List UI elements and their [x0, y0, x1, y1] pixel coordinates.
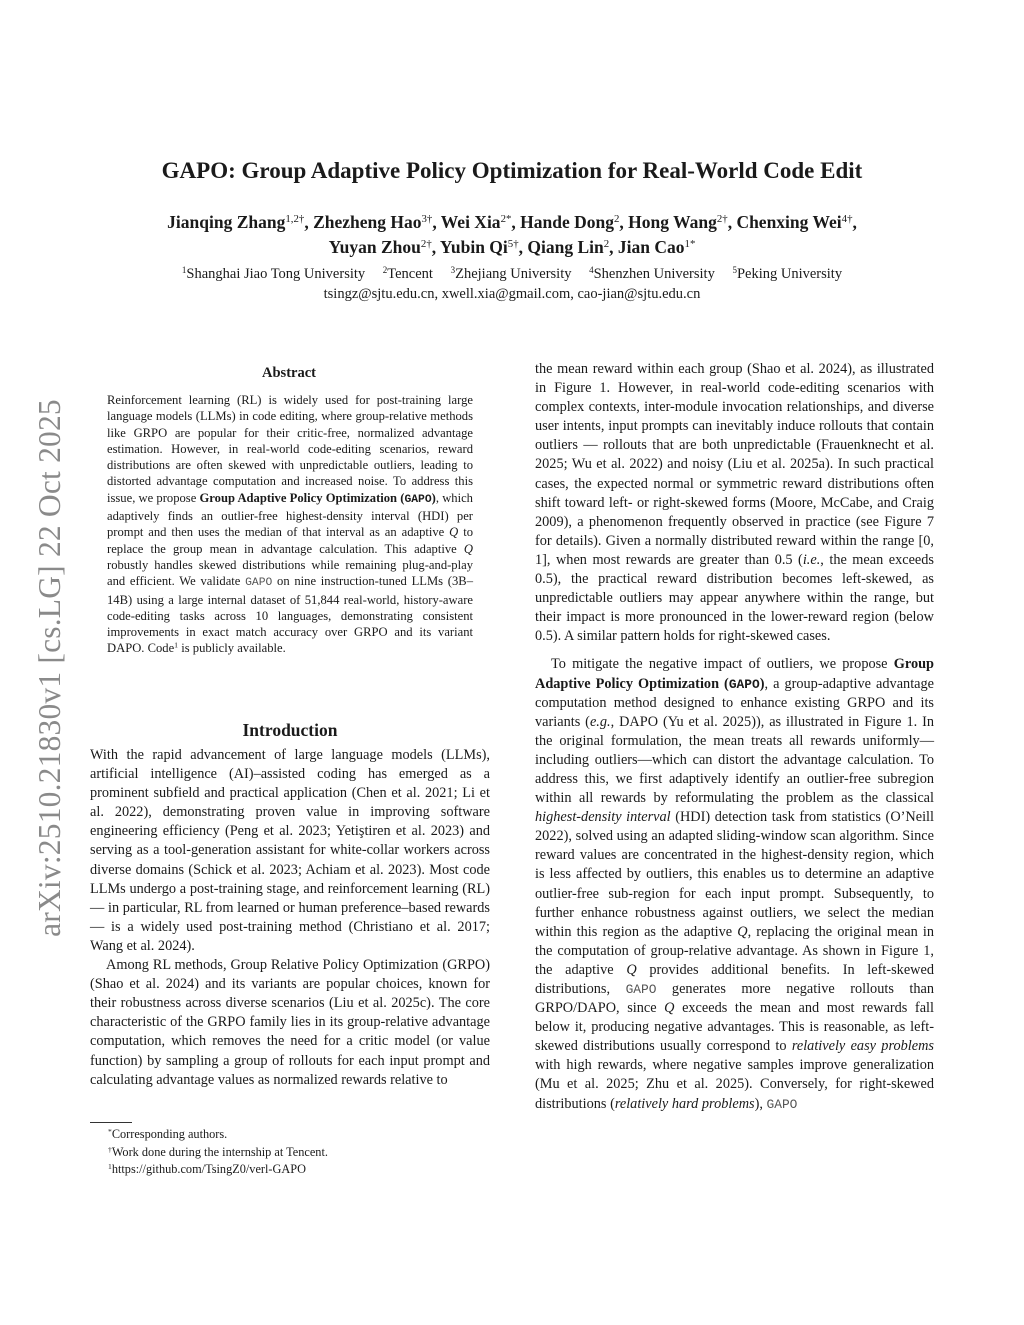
author: Qiang Lin$^2$, [527, 237, 618, 257]
paper-title: GAPO: Group Adaptive Policy Optimization for Real-World Code Edit [161, 158, 863, 183]
abstract-body [107, 392, 473, 657]
author: Jian Cao$^{1*}$ [617, 237, 696, 257]
author-list [100, 210, 924, 260]
footnote: *Corresponding authors. [108, 1126, 228, 1141]
affiliation: $^2$Tencent [382, 265, 433, 282]
affiliation: $^5$Peking University [732, 265, 843, 282]
introduction-heading: Introduction [242, 720, 338, 740]
arxiv-side-identifier [20, 375, 80, 960]
left-column-body [90, 746, 490, 1090]
author: Yubin $Qi^{5\dagger}$, [439, 237, 528, 257]
affiliation-line [100, 264, 924, 284]
author-emails: tsingz@sjtu.edu.cn, xwell.xia@gmail.com, cao-jian@sjtu.edu.cn [323, 286, 701, 302]
footnotes [108, 1126, 488, 1179]
author: Hande Dong$^2$, [520, 212, 629, 232]
author: Chenxing Wei$^{4\dagger}$, [736, 212, 857, 232]
right-paragraph-2: To mitigate the negative impact of outliers, we propose Group Adaptive Policy Optimization (GAPO), a group-adaptive advantage computation method designed to enhance existing GRPO and its variants (e.g., DAPO (Yu et al. 2025)), as illustrated in Figure 1. In the original formulation, the mean treats all rewards uniformly—including outliers—which can distort the advantage calculation. To address this, we first adaptively identify an outlier-free subregion within all rewards by reformulating the problem as the classical highest-density interval (HDI) detection task from statistics (O’Neill 2022), solved using an adapted sliding-window scan algorithm. Since reward values are concentrated in the highest-density region, which is less affected by outliers, this enables us to determine an adaptive outlier-free sub-region for each input prompt. Subsequently, to further enhance robustness against outliers, we select the median within this region as the adaptive Q, replacing the original mean in the computation of group-relative advantage. As shown in Figure 1, the adaptive Q provides additional benefits. In left-skewed distributions, GAPO generates more negative rollouts than GRPO/DAPO, since Q exceeds the mean and most rewards fall below it, producing negative advantages. This is reasonable, as left-skewed distributions usually correspond to relatively easy problems with high rewards, where negative samples improve generalization (Mu et al. 2025; Zhu et al. 2025). Conversely, for right-skewed distributions (relatively hard problems), GAPO [535, 656, 935, 1112]
author: Wei Xia$^{2*}$, [440, 212, 521, 232]
author: Hong Wang$^{2\dagger}$, [628, 212, 737, 232]
affiliation: $^1$Shanghai Jiao Tong University [181, 265, 366, 282]
affiliation: $^3$Zhejiang University [450, 265, 572, 282]
author: Yuyan Zhou$^{2\dagger}$, [328, 237, 440, 257]
right-paragraph-1: the mean reward within each group (Shao et al. 2024), as illustrated in Figure 1. However, in real-world code-editing scenarios with complex contexts, inter-module invocation relationships, and diverse user intents, input prompts can inevitably induce rollouts that contain outliers — rollouts that are both unpredictable (Frauenknecht et al. 2025; Wu et al. 2022) and noisy (Liu et al. 2025a). In such practical cases, the expected normal or symmetric reward distributions often shift toward left- or right-skewed forms (Moore, McCabe, and Craig 2009), a phenomenon frequently observed in practice (see Figure 7 for details). Given a normally distributed reward within the range [0, 1], when most rewards are greater than 0.5 (i.e., the mean exceeds 0.5), the practical reward distribution becomes left-skewed, as unpredictable outliers may appear anywhere within the range, but their impact is more pronounced in the lower-reward region (below 0.5). A similar pattern holds for right-skewed cases. [535, 361, 934, 645]
affiliations [100, 264, 924, 304]
arxiv-id-text: arXiv:2510.21830v1 [cs.LG] 22 Oct 2025 [32, 398, 67, 937]
footnote: $^1$https://github.com/TsingZ0/verl-GAPO [108, 1161, 306, 1176]
code-repository-link[interactable]: https://github.com/TsingZ0/verl-GAPO [111, 1162, 306, 1176]
abstract-paragraph: Reinforcement learning (RL) is widely used for post-training large language models (LLMs) in code editing, where group-relative methods like GRPO are popular for their critic-free, normalized advantage estimation. However, in real-world code-editing scenarios, reward distributions are often skewed with unpredictable outliers, leading to distorted advantage computation and increased noise. To address this issue, we propose Group Adaptive Policy Optimization (GAPO), which adaptively finds an outlier-free highest-density interval (HDI) per prompt and then uses the median of that interval as an adaptive Q to replace the group mean in advantage calculation. This adaptive Q robustly handles skewed distributions while remaining plug-and-play and efficient. We validate GAPO on nine instruction-tuned LLMs (3B–14B) using a large internal dataset of 51,844 real-world, history-aware code-editing tasks across 10 languages, demonstrating consistent improvements in exact match accuracy over GRPO and its variant DAPO. Code$^1$ is publicly available. [107, 393, 473, 656]
affiliation: $^4$Shenzhen University [589, 265, 715, 282]
footnote-rule [90, 1122, 132, 1123]
intro-paragraph-2: Among RL methods, Group Relative Policy Optimization (GRPO) (Shao et al. 2024) and its variants are popular choices, known for their robustness across diverse scenarios (Liu et al. 2025c). The core characteristic of the GRPO family lies in its group-relative advantage computation, which removes the need for a critic model (or value function) by sampling a group of rollouts for each input prompt and calculating advantage values as normalized rewards relative to [90, 957, 490, 1088]
author: Jianqing Zhang$^{1,2\dagger}$, [167, 212, 314, 232]
footnote: †Work done during the internship at Tencent. [108, 1144, 328, 1159]
right-column-body [535, 360, 934, 1114]
author: Zhezheng Hao$^{3\dagger}$, [313, 212, 441, 232]
abstract-heading: Abstract [262, 365, 316, 381]
intro-paragraph-1: With the rapid advancement of large language models (LLMs), artificial intelligence (AI)–assisted coding has emerged as a prominent subfield and practical application (Chen et al. 2021; Li et al. 2022), demonstrating proven value in improving software engineering efficiency (Peng et al. 2023; Yetiştiren et al. 2023) and serving as a tool-generation assistant for white-collar workers across diverse domains (Schick et al. 2023; Achiam et al. 2023). Most code LLMs undergo a post-training stage, and reinforcement learning (RL) — in particular, RL from learned or human preference–based rewards— is a widely used post-training method (Christiano et al. 2017; Wang et al. 2024). [90, 747, 490, 954]
